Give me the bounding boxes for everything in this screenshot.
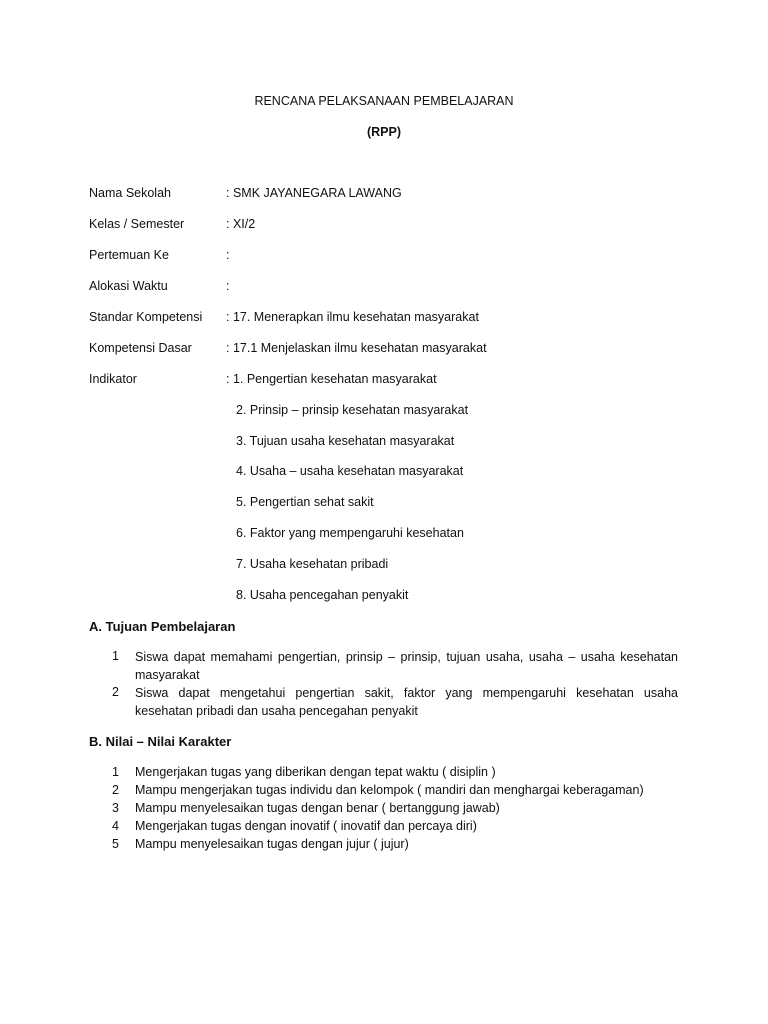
indikator-item: 8. Usaha pencegahan penyakit — [236, 588, 409, 602]
list-item-text: Siswa dapat memahami pengertian, prinsip – prinsip, tujuan usaha, usaha – usaha kesehatan masyarakat — [135, 650, 678, 682]
value-indikator: : 1. Pengertian kesehatan masyarakat — [226, 372, 437, 386]
list-item-number: 2 — [112, 685, 119, 699]
section-b-heading: B. Nilai – Nilai Karakter — [89, 734, 232, 749]
label-alokasi-waktu: Alokasi Waktu — [89, 279, 168, 293]
list-item-number: 5 — [112, 837, 119, 851]
list-item-number: 1 — [112, 649, 119, 663]
value-kelas-semester: : XI/2 — [226, 217, 256, 231]
list-item-number: 1 — [112, 765, 119, 779]
list-item-text: Mengerjakan tugas yang diberikan dengan tepat waktu ( disiplin ) — [135, 765, 496, 779]
document-title: RENCANA PELAKSANAAN PEMBELAJARAN — [254, 94, 514, 108]
value-alokasi-waktu: : — [226, 279, 230, 293]
value-nama-sekolah: : SMK JAYANEGARA LAWANG — [226, 186, 402, 200]
indikator-item: 7. Usaha kesehatan pribadi — [236, 557, 389, 571]
indikator-item: 6. Faktor yang mempengaruhi kesehatan — [236, 526, 464, 540]
indikator-item: 3. Tujuan usaha kesehatan masyarakat — [236, 434, 455, 448]
list-item-text: Mampu menyelesaikan tugas dengan jujur ( jujur) — [135, 837, 409, 851]
label-kompetensi-dasar: Kompetensi Dasar — [89, 341, 192, 355]
indikator-item: 5. Pengertian sehat sakit — [236, 495, 374, 509]
document-subtitle: (RPP) — [366, 125, 402, 139]
list-item-text: Mengerjakan tugas dengan inovatif ( inovatif dan percaya diri) — [135, 819, 477, 833]
list-item-number: 2 — [112, 783, 119, 797]
section-a-heading: A. Tujuan Pembelajaran — [89, 619, 236, 634]
value-standar-kompetensi: : 17. Menerapkan ilmu kesehatan masyarakat — [226, 310, 479, 324]
list-item-number: 4 — [112, 819, 119, 833]
label-kelas-semester: Kelas / Semester — [89, 217, 185, 231]
label-indikator: Indikator — [89, 372, 137, 386]
label-standar-kompetensi: Standar Kompetensi — [89, 310, 203, 324]
value-pertemuan-ke: : — [226, 248, 230, 262]
indikator-item: 4. Usaha – usaha kesehatan masyarakat — [236, 464, 464, 478]
value-kompetensi-dasar: : 17.1 Menjelaskan ilmu kesehatan masyarakat — [226, 341, 487, 355]
list-item-text: Mampu menyelesaikan tugas dengan benar ( bertanggung jawab) — [135, 801, 500, 815]
list-item-number: 3 — [112, 801, 119, 815]
indikator-item: 2. Prinsip – prinsip kesehatan masyarakat — [236, 403, 469, 417]
list-item-text: Siswa dapat mengetahui pengertian sakit, faktor yang mempengaruhi kesehatan usaha kesehatan pribadi dan usaha pencegahan penyakit — [135, 686, 678, 718]
label-pertemuan-ke: Pertemuan Ke — [89, 248, 169, 262]
list-item-text: Mampu mengerjakan tugas individu dan kelompok ( mandiri dan menghargai keberagaman) — [135, 783, 644, 797]
label-nama-sekolah: Nama Sekolah — [89, 186, 171, 200]
